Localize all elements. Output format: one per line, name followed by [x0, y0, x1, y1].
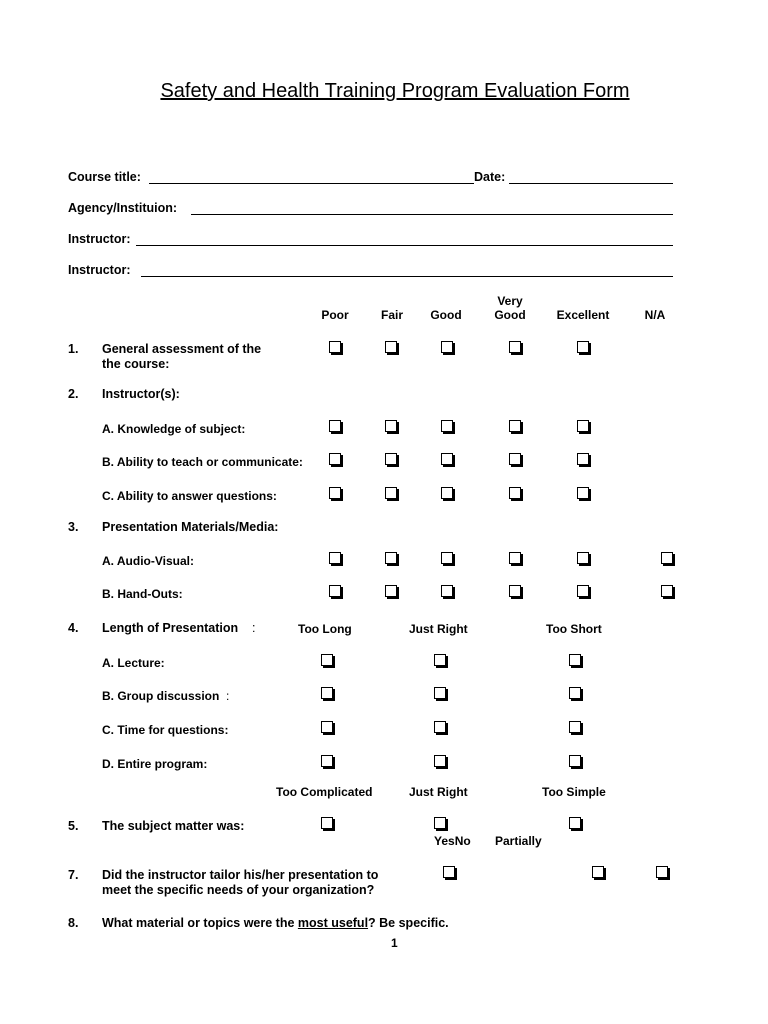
q2b-checkbox-excellent[interactable] [577, 453, 589, 465]
q4a-checkbox-too-long[interactable] [321, 654, 333, 666]
q2b-checkbox-very-good[interactable] [509, 453, 521, 465]
q3a-checkbox-fair[interactable] [385, 552, 397, 564]
q5-header-too-simple: Too Simple [542, 785, 606, 799]
header-very-good: Good [494, 308, 526, 322]
q3a-checkbox-poor[interactable] [329, 552, 341, 564]
instructor-line-2[interactable] [141, 276, 673, 277]
q3-label: Presentation Materials/Media: [102, 520, 279, 534]
q4c-checkbox-too-short[interactable] [569, 721, 581, 733]
q5-header-too-complicated: Too Complicated [276, 785, 373, 799]
q7-header-partially: Partially [495, 834, 542, 848]
q1-number: 1. [68, 342, 79, 356]
q2a-checkbox-poor[interactable] [329, 420, 341, 432]
q2-number: 2. [68, 387, 79, 401]
course-title-line[interactable] [149, 183, 474, 184]
header-excellent: Excellent [556, 308, 610, 322]
q5-header-just-right: Just Right [409, 785, 468, 799]
q3b-checkbox-excellent[interactable] [577, 585, 589, 597]
q4-header-too-long: Too Long [298, 622, 352, 636]
q4b-colon: : [226, 689, 230, 703]
q7-checkbox-yes[interactable] [443, 866, 455, 878]
q2c-checkbox-good[interactable] [441, 487, 453, 499]
q3b-label: B. Hand-Outs: [102, 587, 183, 601]
q3a-checkbox-excellent[interactable] [577, 552, 589, 564]
q1-text-line2: the course: [102, 357, 170, 371]
q8-text [102, 916, 449, 931]
q2b-label: B. Ability to teach or communicate: [102, 455, 303, 469]
q4d-checkbox-too-short[interactable] [569, 755, 581, 767]
q7-checkbox-no[interactable] [592, 866, 604, 878]
q1-checkbox-poor[interactable] [329, 341, 341, 353]
q4d-label: D. Entire program: [102, 757, 208, 771]
q4c-checkbox-too-long[interactable] [321, 721, 333, 733]
q4b-checkbox-just-right[interactable] [434, 687, 446, 699]
header-na: N/A [644, 308, 666, 322]
date-line[interactable] [509, 183, 673, 184]
q2a-checkbox-fair[interactable] [385, 420, 397, 432]
q5-label: The subject matter was: [102, 819, 245, 833]
q3a-label: A. Audio-Visual: [102, 554, 195, 568]
q2b-checkbox-good[interactable] [441, 453, 453, 465]
q1-checkbox-fair[interactable] [385, 341, 397, 353]
q3b-checkbox-good[interactable] [441, 585, 453, 597]
q7-text-line2: meet the specific needs of your organization? [102, 883, 375, 897]
q4d-checkbox-just-right[interactable] [434, 755, 446, 767]
q7-checkbox-partially[interactable] [656, 866, 668, 878]
q2c-label: C. Ability to answer questions: [102, 489, 277, 503]
form-title: Safety and Health Training Program Evaluation Form [160, 80, 630, 102]
q4b-checkbox-too-long[interactable] [321, 687, 333, 699]
q1-text-line1: General assessment of the [102, 342, 262, 356]
agency-line[interactable] [191, 214, 673, 215]
q4a-label: A. Lecture: [102, 656, 165, 670]
instructor-label-2: Instructor: [68, 263, 131, 277]
q3a-checkbox-na[interactable] [661, 552, 673, 564]
q2c-checkbox-fair[interactable] [385, 487, 397, 499]
q1-checkbox-excellent[interactable] [577, 341, 589, 353]
q8-number: 8. [68, 916, 79, 930]
q2c-checkbox-excellent[interactable] [577, 487, 589, 499]
q2c-checkbox-very-good[interactable] [509, 487, 521, 499]
q7-header-yesno: YesNo [434, 834, 471, 848]
q4a-checkbox-too-short[interactable] [569, 654, 581, 666]
q3b-checkbox-fair[interactable] [385, 585, 397, 597]
q4b-label: B. Group discussion [102, 689, 220, 703]
q4-header-just-right: Just Right [409, 622, 468, 636]
q1-checkbox-very-good[interactable] [509, 341, 521, 353]
q4b-checkbox-too-short[interactable] [569, 687, 581, 699]
course-title-label: Course title: [68, 170, 141, 184]
q8-text-emphasis: most useful [297, 916, 369, 930]
q5-checkbox-too-simple[interactable] [569, 817, 581, 829]
q4-number: 4. [68, 621, 79, 635]
header-good: Good [430, 308, 462, 322]
q8-text-pre: What material or topics were the [102, 916, 298, 930]
date-label: Date: [474, 170, 506, 184]
q3b-checkbox-very-good[interactable] [509, 585, 521, 597]
instructor-label-1: Instructor: [68, 232, 131, 246]
q7-number: 7. [68, 868, 79, 882]
header-very: Very [497, 294, 523, 308]
q7-text-line1: Did the instructor tailor his/her presentation to [102, 868, 379, 882]
q4-header-too-short: Too Short [546, 622, 602, 636]
q4-label: Length of Presentation [102, 621, 239, 635]
q2b-checkbox-fair[interactable] [385, 453, 397, 465]
page-number: 1 [391, 936, 398, 950]
q5-checkbox-too-complicated[interactable] [321, 817, 333, 829]
q4a-checkbox-just-right[interactable] [434, 654, 446, 666]
q2-label: Instructor(s): [102, 387, 180, 401]
q5-number: 5. [68, 819, 79, 833]
q4c-checkbox-just-right[interactable] [434, 721, 446, 733]
q2b-checkbox-poor[interactable] [329, 453, 341, 465]
header-poor: Poor [321, 308, 349, 322]
q2a-label: A. Knowledge of subject: [102, 422, 246, 436]
q3a-checkbox-good[interactable] [441, 552, 453, 564]
q3b-checkbox-na[interactable] [661, 585, 673, 597]
q4-label-colon: : [252, 621, 256, 635]
q4c-label: C. Time for questions: [102, 723, 229, 737]
agency-label: Agency/Instituion: [68, 201, 178, 215]
q3-number: 3. [68, 520, 79, 534]
q2c-checkbox-poor[interactable] [329, 487, 341, 499]
q2a-checkbox-good[interactable] [441, 420, 453, 432]
q2a-checkbox-excellent[interactable] [577, 420, 589, 432]
q3b-checkbox-poor[interactable] [329, 585, 341, 597]
q1-checkbox-good[interactable] [441, 341, 453, 353]
q8-text-post: ? Be specific. [368, 916, 449, 930]
q5-checkbox-just-right[interactable] [434, 817, 446, 829]
q4d-checkbox-too-long[interactable] [321, 755, 333, 767]
q2a-checkbox-very-good[interactable] [509, 420, 521, 432]
header-fair: Fair [380, 308, 403, 322]
instructor-line-1[interactable] [136, 245, 673, 246]
q3a-checkbox-very-good[interactable] [509, 552, 521, 564]
